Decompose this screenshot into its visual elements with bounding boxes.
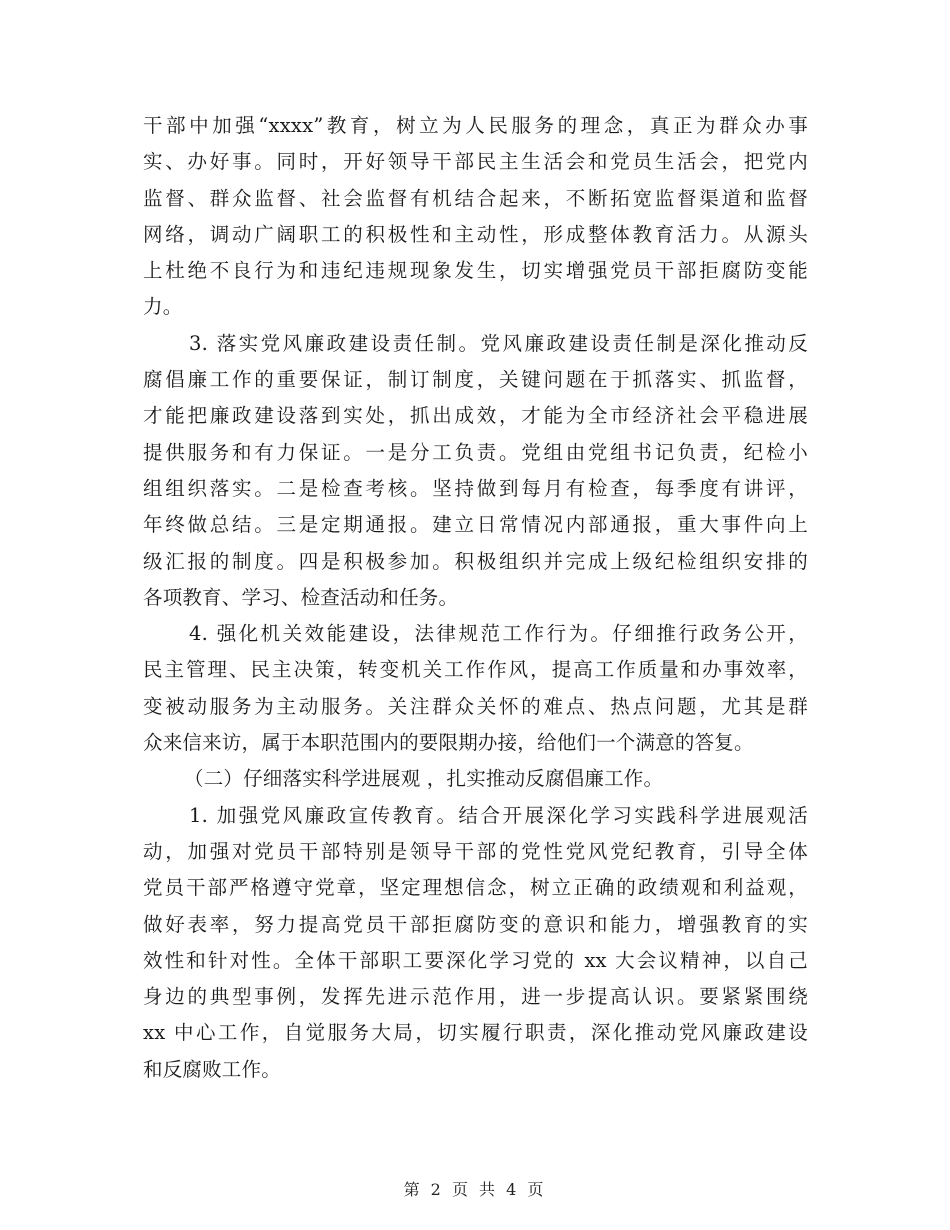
page-number: 第 2 页 共 4 页: [403, 1180, 547, 1199]
section-heading: （二）仔细落实科学进展观 ，扎实推动反腐倡廉工作。: [184, 767, 664, 791]
text-line: 网络，调动广阔职工的积极性和主动性，形成整体教育活力。从源头: [143, 222, 808, 246]
document-body: [143, 108, 808, 1088]
text-line: 腐倡廉工作的重要保证，制订制度，关键问题在于抓落实、抓监督，: [143, 368, 808, 392]
text-line: 提供服务和有力保证。一是分工负责。党组由党组书记负责，纪检小: [143, 440, 808, 464]
paragraph-education: [143, 108, 808, 326]
text-line: 效性和针对性。全体干部职工要深化学习党的 xx 大会议精神，以自己: [143, 948, 808, 972]
paragraph-responsibility-system: [143, 326, 808, 616]
text-line: 4. 强化机关效能建设，法律规范工作行为。仔细推行政务公开，: [189, 622, 808, 646]
text-line: 才能把廉政建设落到实处，抓出成效，才能为全市经济社会平稳进展: [143, 404, 808, 428]
text-line: 级汇报的制度。四是积极参加。积极组织并完成上级纪检组织安排的: [143, 549, 808, 573]
text-line: 和反腐败工作。: [143, 1057, 281, 1081]
text-line: 1. 加强党风廉政宣传教育。结合开展深化学习实践科学进展观活: [189, 803, 808, 827]
text-line: 组组织落实。二是检查考核。坚持做到每月有检查，每季度有讲评，: [143, 476, 808, 500]
text-line: 众来信来访，属于本职范围内的要限期办接，给他们一个满意的答复。: [143, 731, 754, 755]
text-line: 3. 落实党风廉政建设责任制。党风廉政建设责任制是深化推动反: [189, 331, 808, 355]
text-line: 监督、群众监督、社会监督有机结合起来，不断拓宽监督渠道和监督: [143, 186, 808, 210]
text-line: 民主管理、民主决策，转变机关工作作风，提高工作质量和办事效率，: [143, 658, 808, 682]
text-line: 年终做总结。三是定期通报。建立日常情况内部通报，重大事件向上: [143, 513, 808, 537]
paragraph-publicity: [143, 798, 808, 1088]
text-line: xx 中心工作，自觉服务大局，切实履行职责，深化推动党风廉政建设: [143, 1021, 808, 1045]
text-line: 干部中加强“xxxx”教育，树立为人民服务的理念，真正为群众办事: [143, 114, 808, 137]
text-line: 动，加强对党员干部特别是领导干部的党性党风党纪教育，引导全体: [143, 839, 808, 863]
paragraph-efficiency: [143, 616, 808, 761]
text-line: 变被动服务为主动服务。关注群众关怀的难点、热点问题，尤其是群: [143, 694, 808, 718]
text-line: 上杜绝不良行为和违纪违规现象发生，切实增强党员干部拒腐防变能: [143, 259, 808, 283]
text-line: 做好表率，努力提高党员干部拒腐防变的意识和能力，增强教育的实: [143, 912, 808, 936]
text-line: 身边的典型事例，发挥先进示范作用，进一步提高认识。要紧紧围绕: [143, 985, 808, 1009]
text-line: 党员干部严格遵守党章，坚定理想信念，树立正确的政绩观和利益观，: [143, 876, 808, 900]
text-line: 各项教育、学习、检查活动和任务。: [143, 585, 459, 609]
text-line: 实、办好事。同时，开好领导干部民主生活会和党员生活会，把党内: [143, 150, 808, 174]
text-line: 力。: [143, 295, 183, 319]
